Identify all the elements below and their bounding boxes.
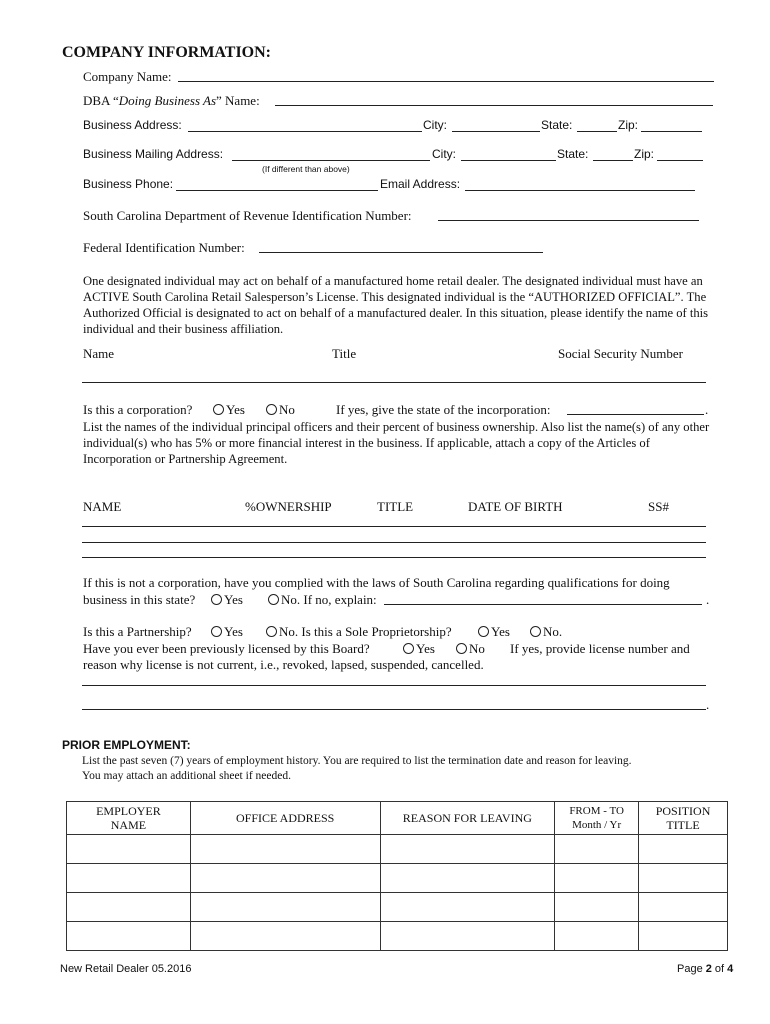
mailing-address-field[interactable] (232, 160, 430, 161)
table-cell[interactable] (67, 864, 191, 893)
prior-employment-instruction-2: You may attach an additional sheet if needed. (82, 770, 291, 782)
mailing-city-label: City: (432, 147, 456, 161)
officer-col-name: NAME (83, 499, 122, 514)
radio-circle-icon[interactable] (403, 643, 414, 654)
partnership-question: Is this a Partnership? (83, 624, 192, 639)
compliance-question-cont: business in this state? (83, 592, 196, 607)
table-cell[interactable] (639, 864, 728, 893)
licensed-if-yes-text: If yes, provide license number and (510, 641, 690, 656)
officer-row[interactable] (82, 557, 706, 558)
federal-id-field[interactable] (259, 252, 543, 253)
table-header-row (67, 802, 728, 835)
officer-col-ssn: SS# (648, 499, 669, 514)
table-cell[interactable] (555, 893, 639, 922)
table-cell[interactable] (190, 835, 380, 864)
compliance-yes-option[interactable]: Yes (211, 592, 243, 608)
licensed-no-option[interactable]: No (456, 641, 485, 657)
radio-circle-icon[interactable] (266, 404, 277, 415)
business-address-field[interactable] (188, 131, 422, 132)
table-cell[interactable] (380, 893, 555, 922)
license-reason-field[interactable] (82, 709, 706, 710)
table-row (67, 864, 728, 893)
mailing-state-label: State: (557, 147, 589, 161)
header-reason-for-leaving: REASON FOR LEAVING (380, 802, 555, 835)
state-label: State: (541, 118, 573, 132)
zip-field[interactable] (641, 131, 702, 132)
officer-row[interactable] (82, 526, 706, 527)
licensed-question: Have you ever been previously licensed by this Board? (83, 641, 370, 656)
company-name-field[interactable] (178, 81, 714, 82)
table-cell[interactable] (67, 835, 191, 864)
dba-field[interactable] (275, 105, 713, 106)
col-name-label: Name (83, 346, 115, 361)
authorized-official-row[interactable] (82, 382, 706, 383)
license-reason-field[interactable] (82, 685, 706, 686)
table-cell[interactable] (67, 922, 191, 951)
business-phone-label: Business Phone: (83, 177, 174, 191)
table-cell[interactable] (555, 835, 639, 864)
table-cell[interactable] (555, 864, 639, 893)
mailing-zip-field[interactable] (657, 160, 703, 161)
table-row (67, 893, 728, 922)
mailing-city-field[interactable] (461, 160, 556, 161)
table-cell[interactable] (380, 864, 555, 893)
compliance-question: If this is not a corporation, have you complied with the laws of South Carolina regarding qualifications for doing (83, 575, 670, 590)
incorporation-state-label: If yes, give the state of the incorporation: (336, 402, 551, 417)
partnership-yes-option[interactable]: Yes (211, 624, 243, 640)
business-address-label: Business Address: (83, 118, 182, 132)
section-heading: COMPANY INFORMATION: (62, 44, 272, 61)
mailing-zip-label: Zip: (634, 147, 655, 161)
city-label: City: (423, 118, 447, 132)
licensed-yes-option[interactable]: Yes (403, 641, 435, 657)
sole-prop-yes-option[interactable]: Yes (478, 624, 510, 640)
sc-dor-field[interactable] (438, 220, 699, 221)
license-reason-text: reason why license is not current, i.e., revoked, lapsed, suspended, cancelled. (83, 657, 484, 672)
city-field[interactable] (452, 131, 540, 132)
license-period: . (706, 697, 710, 712)
table-row (67, 922, 728, 951)
header-employer-name: EMPLOYER NAME (67, 802, 191, 835)
corporation-question: Is this a corporation? (83, 402, 193, 417)
table-cell[interactable] (190, 864, 380, 893)
mailing-address-label: Business Mailing Address: (83, 147, 224, 161)
state-field[interactable] (577, 131, 617, 132)
corporation-no-option[interactable]: No (266, 402, 295, 418)
authorized-official-paragraph: One designated individual may act on behalf of a manufactured home retail dealer. The designated individual must have an ACTIVE South Carolina Retail Salesperson’s License. This designated individual is the “AUTHORIZED OFFICIAL”. The Authorized Official is designated to act on behalf of a manufactured dealer. In this situation, please identify the name of this individual and their business affiliation. (83, 274, 709, 336)
table-cell[interactable] (639, 893, 728, 922)
sc-dor-label: South Carolina Department of Revenue Identification Number: (83, 208, 412, 223)
table-row (67, 835, 728, 864)
business-phone-field[interactable] (176, 190, 378, 191)
radio-circle-icon[interactable] (213, 404, 224, 415)
table-cell[interactable] (639, 922, 728, 951)
mailing-state-field[interactable] (593, 160, 633, 161)
table-cell[interactable] (190, 922, 380, 951)
incorporation-period: . (705, 402, 709, 417)
table-cell[interactable] (190, 893, 380, 922)
sole-prop-no-option[interactable]: No. (530, 624, 562, 640)
if-different-note: (If different than above) (262, 164, 350, 174)
email-label: Email Address: (380, 177, 461, 191)
officer-col-dob: DATE OF BIRTH (468, 499, 563, 514)
table-cell[interactable] (380, 922, 555, 951)
col-title-label: Title (332, 346, 357, 361)
radio-circle-icon[interactable] (211, 626, 222, 637)
footer-page-number: Page 2 of 4 (677, 963, 734, 975)
officer-row[interactable] (82, 542, 706, 543)
zip-label: Zip: (618, 118, 639, 132)
col-ssn-label: Social Security Number (558, 346, 683, 361)
principal-officers-paragraph: List the names of the individual principal officers and their percent of business ownership. Also list the name(s) of any other individual(s) who has 5% or more financial interest in the business. If applicable, attach a copy of the Articles of Incorporation or Partnership Agreement. (83, 420, 710, 466)
federal-id-label: Federal Identification Number: (83, 240, 245, 255)
header-position-title: POSITION TITLE (639, 802, 728, 835)
header-from-to: FROM - TO Month / Yr (555, 802, 639, 835)
corporation-yes-option[interactable]: Yes (213, 402, 245, 418)
radio-circle-icon[interactable] (456, 643, 467, 654)
partnership-no-option[interactable]: No. Is this a Sole Proprietorship? (266, 624, 452, 640)
radio-circle-icon[interactable] (478, 626, 489, 637)
radio-circle-icon[interactable] (266, 626, 277, 637)
compliance-no-option[interactable]: No. If no, explain: (268, 592, 377, 608)
email-field[interactable] (465, 190, 695, 191)
prior-employment-heading: PRIOR EMPLOYMENT: (62, 738, 191, 752)
officer-col-ownership: %OWNERSHIP (245, 499, 332, 514)
compliance-period: . (706, 592, 710, 607)
prior-employment-instruction: List the past seven (7) years of employment history. You are required to list the termination date and reason for leaving. (82, 755, 632, 767)
radio-circle-icon[interactable] (530, 626, 541, 637)
header-office-address: OFFICE ADDRESS (190, 802, 380, 835)
footer-form-id: New Retail Dealer 05.2016 (60, 963, 192, 975)
incorporation-state-field[interactable] (567, 414, 704, 415)
dba-label: DBA “Doing Business As” Name: (83, 93, 260, 108)
officer-col-title: TITLE (377, 499, 414, 514)
table-cell[interactable] (639, 835, 728, 864)
company-name-label: Company Name: (83, 69, 172, 84)
table-cell[interactable] (67, 893, 191, 922)
table-cell[interactable] (380, 835, 555, 864)
radio-circle-icon[interactable] (268, 594, 279, 605)
table-cell[interactable] (555, 922, 639, 951)
compliance-explain-field[interactable] (384, 604, 702, 605)
employment-table (66, 801, 728, 951)
radio-circle-icon[interactable] (211, 594, 222, 605)
